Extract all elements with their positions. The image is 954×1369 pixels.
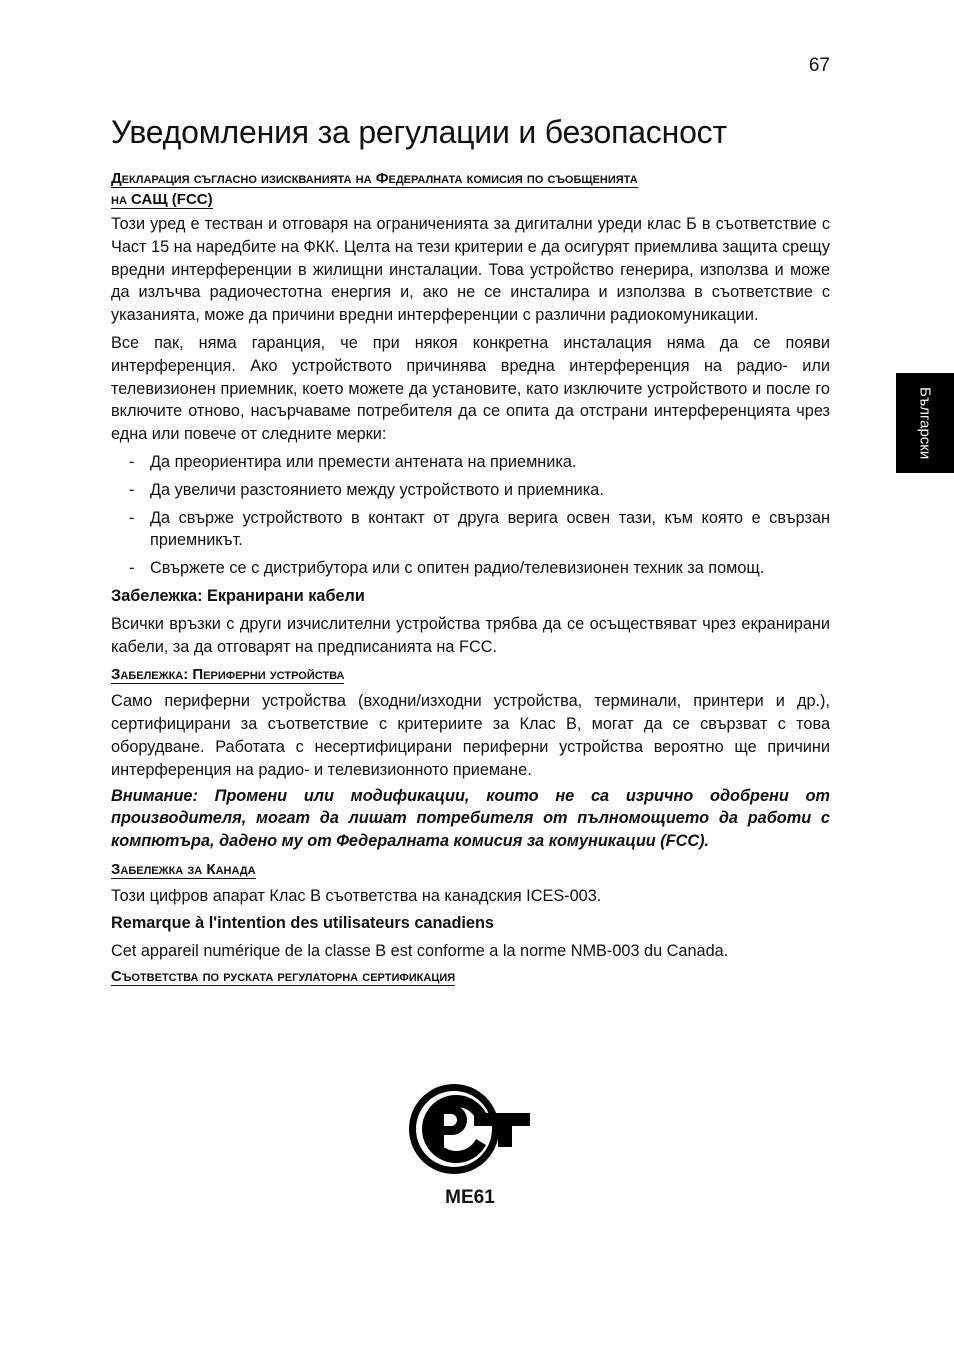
measures-list bbox=[111, 451, 830, 580]
page-number: 67 bbox=[808, 55, 830, 76]
list-item: - Да преориентира или премести антената на приемника. bbox=[111, 451, 830, 474]
pct-certification-mark-icon bbox=[408, 1083, 532, 1175]
russia-heading-text: Съответства по руската регулаторна сертификация bbox=[111, 968, 456, 986]
peripheral-heading-text: Забележка: Периферни устройства bbox=[111, 666, 345, 684]
canada-paragraph: Този цифров апарат Клас B съответства на канадския ICES-003. bbox=[111, 886, 602, 905]
peripheral-heading bbox=[111, 664, 830, 685]
canada-fr-heading: Remarque à l'intention des utilisateurs canadiens bbox=[111, 913, 494, 932]
canada-heading-text: Забележка за Канада bbox=[111, 860, 256, 878]
list-item: - Да увеличи разстоянието между устройството и приемника. bbox=[111, 479, 830, 502]
fcc-heading-line2: на САЩ (FCC) bbox=[111, 191, 213, 208]
page-title: Уведомления за регулации и безопасност bbox=[111, 114, 727, 150]
certification-code: ME61 bbox=[445, 1187, 495, 1208]
warning-paragraph: Внимание: Промени или модификации, които не са изрично одобрени от производителя, могат да лишат потребителя от пълномощието да работи с компютъра, дадено му от Федералната комисия за комуникации (FCC). bbox=[111, 786, 830, 851]
language-side-tab bbox=[896, 373, 954, 473]
fcc-paragraph-1: Този уред е тестван и отговаря на ограниченията за дигитални уреди клас Б в съответствие с Част 15 на наредбите на ФКК. Целта на тези критерии е да осигурят приемлива защита срещу вредни интерференции в жилищни инсталации. Това устройство генерира, използва и може да излъчва радиочестотна енергия и, ако не се инсталира и използва в съответствие с указанията, може да причини вредни интерференции с различни радиокомуникации. bbox=[111, 215, 830, 325]
fcc-heading-line1: Декларация съгласно изискванията на Федералната комисия по съобщенията bbox=[111, 170, 638, 187]
document-body bbox=[111, 168, 830, 987]
canada-fr-paragraph: Cet appareil numérique de la classe B est conforme a la norme NMB-003 du Canada. bbox=[111, 941, 729, 960]
list-item: - Да свърже устройството в контакт от друга верига освен тази, към която е свързан приемникът. bbox=[111, 507, 830, 553]
russia-heading bbox=[111, 966, 830, 987]
cables-paragraph: Всички връзки с други изчислителни устройства трябва да се осъществяват чрез екранирани кабели, за да отговарят на предписанията на FCC. bbox=[111, 614, 830, 656]
fcc-paragraph-2: Все пак, няма гаранция, че при някоя конкретна инсталация няма да се появи интерференция. Ако устройството причинява вредна интерференция на радио- или телевизионен приемник, което можете да установите, като изключите устройството и после го включите отново, насърчаваме потребителя да се опита да отстрани интерференцията чрез една или повече от следните мерки: bbox=[111, 333, 830, 444]
cables-heading: Забележка: Екранирани кабели bbox=[111, 586, 365, 605]
list-item: - Свържете се с дистрибутора или с опитен радио/телевизионен техник за помощ. bbox=[111, 557, 830, 580]
certification-block bbox=[400, 1083, 540, 1209]
fcc-heading bbox=[111, 168, 830, 210]
peripheral-paragraph: Само периферни устройства (входни/изходни устройства, терминали, принтери и др.), сертифицирани за съответствие с критериите за Клас B, могат да се свързват с това оборудване. Работата с несертифицирани периферни устройства вероятно ще причини интерференция на радио- и телевизионното приемане. bbox=[111, 692, 830, 779]
language-side-tab-label: Български bbox=[916, 386, 934, 460]
canada-heading bbox=[111, 859, 830, 880]
